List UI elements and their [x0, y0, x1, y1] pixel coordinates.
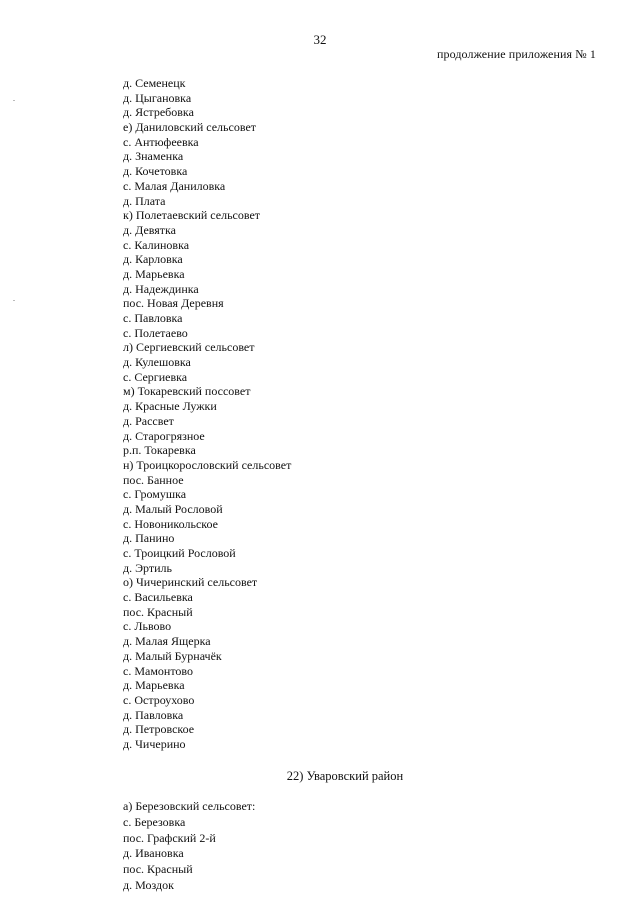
list-item: пос. Банное — [123, 472, 184, 487]
list-item: а) Березовский сельсовет: — [123, 799, 256, 813]
list-item: д. Панино — [123, 531, 175, 546]
list-item: о) Чичеринский сельсовет — [123, 575, 258, 590]
list-item: д. Малый Бурначёк — [123, 648, 222, 663]
list-item: с. Васильевка — [123, 590, 193, 605]
appendix-continuation-note: продолжение приложения № 1 — [436, 47, 596, 61]
district-heading: 22) Уваровский район — [286, 769, 404, 783]
settlement-list — [123, 76, 291, 752]
list-item: с. Сергиевка — [123, 369, 188, 384]
list-item: д. Плата — [123, 193, 166, 208]
scan-margin-mark — [13, 100, 15, 101]
list-item: д. Кулешовка — [123, 355, 191, 370]
list-item: пос. Красный — [123, 604, 193, 619]
list-item: пос. Красный — [123, 862, 193, 877]
list-item: с. Мамонтово — [123, 663, 194, 678]
list-item: д. Рассвет — [123, 413, 174, 428]
list-item: пос. Новая Деревня — [123, 296, 224, 311]
list-item: с. Березовка — [123, 814, 186, 829]
list-item: к) Полетаевский сельсовет — [123, 208, 261, 223]
list-item: д. Малая Ящерка — [123, 634, 211, 649]
list-item: пос. Графский 2-й — [123, 830, 216, 845]
list-item: с. Громушка — [123, 487, 187, 502]
list-item: д. Красные Лужки — [123, 399, 217, 414]
list-item: м) Токаревский поссовет — [123, 384, 251, 399]
list-item: д. Марьевка — [123, 678, 185, 693]
scan-margin-mark — [13, 300, 15, 301]
list-item: с. Малая Даниловка — [123, 178, 226, 193]
list-item: д. Карловка — [123, 252, 183, 267]
list-item: с. Троицкий Рословой — [123, 546, 236, 560]
list-item: д. Эртиль — [123, 560, 172, 575]
list-item: с. Остроухово — [123, 692, 195, 707]
list-item: с. Новоникольское — [123, 516, 218, 531]
list-item: д. Павловка — [123, 707, 184, 722]
list-item: д. Старогрязное — [123, 428, 205, 443]
list-item: д. Ивановка — [123, 846, 184, 861]
list-item: с. Антюфеевка — [123, 134, 199, 149]
list-item: д. Малый Рословой — [123, 501, 223, 516]
list-item: с. Павловка — [123, 311, 183, 325]
list-item: д. Девятка — [123, 222, 177, 237]
list-item: д. Кочетовка — [123, 164, 188, 179]
list-item: с. Полетаево — [123, 325, 188, 340]
list-item: с. Львово — [123, 619, 172, 634]
list-item: д. Ястребовка — [123, 105, 194, 120]
list-item: с. Калиновка — [123, 237, 190, 252]
list-item: д. Цыгановка — [123, 90, 192, 105]
list-item: р.п. Токаревка — [123, 443, 196, 458]
list-item: д. Петровское — [123, 722, 195, 737]
list-item: д. Семенецк — [123, 76, 186, 90]
list-item: д. Марьевка — [123, 266, 185, 281]
page-number: 32 — [313, 32, 327, 47]
list-item: д. Чичерино — [123, 736, 186, 751]
district-settlement-list — [123, 799, 255, 894]
list-item: д. Надеждинка — [123, 281, 199, 296]
list-item: л) Сергиевский сельсовет — [123, 340, 255, 355]
list-item: д. Знаменка — [123, 149, 184, 164]
list-item: н) Троицкорословский сельсовет — [123, 457, 292, 472]
list-item: д. Моздок — [123, 877, 174, 892]
list-item: е) Даниловский сельсовет — [123, 120, 257, 135]
